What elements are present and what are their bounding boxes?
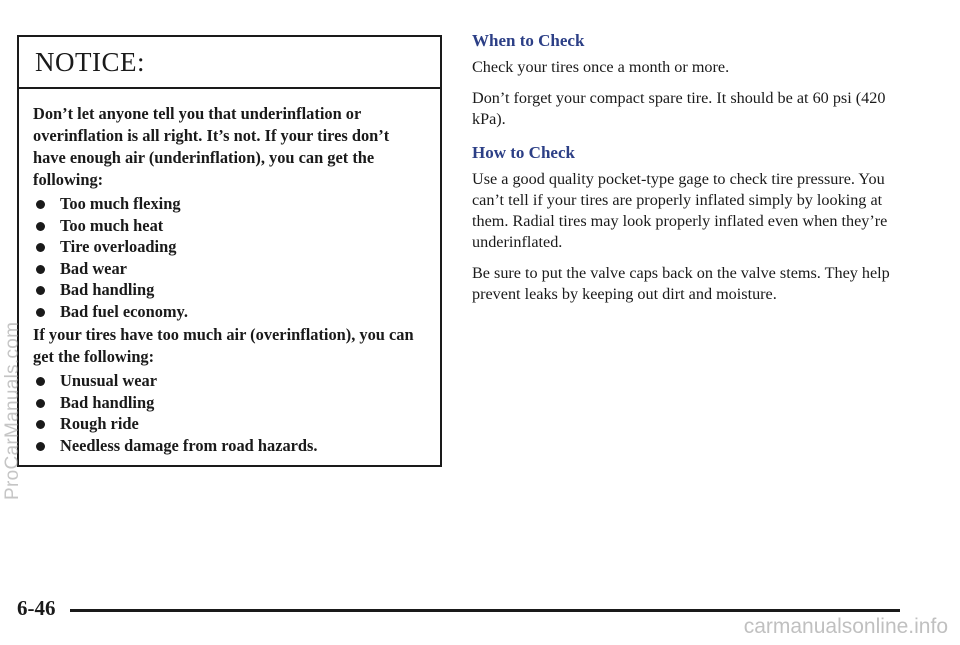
side-watermark: ProCarManuals.com (2, 321, 23, 500)
overinflation-list (33, 370, 426, 456)
how-to-check-para-1: Use a good quality pocket-type gage to check tire pressure. You can’t tell if your tires are properly inflated simply by looking at them. Radial tires may look properly inflated even when they’re underinflated. (472, 170, 888, 251)
page-number: 6-46 (17, 596, 56, 620)
list-item: Rough ride (33, 413, 426, 435)
underinflation-list (33, 193, 426, 322)
list-item: Bad fuel economy. (33, 301, 426, 323)
bullet-icon (36, 377, 45, 386)
list-item: Too much heat (33, 215, 426, 237)
list-item: Unusual wear (33, 370, 426, 392)
bottom-watermark: carmanualsonline.info (743, 615, 948, 638)
how-to-check-para-2: Be sure to put the valve caps back on the valve stems. They help prevent leaks by keeping out dirt and moisture. (472, 264, 890, 303)
how-to-check-heading: How to Check (472, 143, 575, 162)
notice-body (19, 89, 440, 456)
footer-divider (70, 609, 900, 612)
notice-intro: Don’t let anyone tell you that underinflation or overinflation is all right. It’s not. If your tires don’t have enough air (underinflation), you can get the following: (33, 104, 390, 189)
when-to-check-para-2: Don’t forget your compact spare tire. It should be at 60 psi (420 kPa). (472, 89, 886, 128)
bullet-icon (36, 222, 45, 231)
list-item: Tire overloading (33, 236, 426, 258)
list-item: Bad handling (33, 279, 426, 301)
bullet-icon (36, 200, 45, 209)
list-item: Bad handling (33, 392, 426, 414)
bullet-icon (36, 399, 45, 408)
list-item: Needless damage from road hazards. (33, 435, 426, 457)
bullet-icon (36, 442, 45, 451)
when-to-check-para-1: Check your tires once a month or more. (472, 58, 730, 76)
bullet-icon (36, 308, 45, 317)
list-item: Too much flexing (33, 193, 426, 215)
right-column (472, 30, 912, 315)
bullet-icon (36, 243, 45, 252)
overinflation-intro: If your tires have too much air (overinflation), you can get the following: (33, 325, 414, 366)
when-to-check-heading: When to Check (472, 31, 585, 50)
bullet-icon (36, 420, 45, 429)
notice-title: NOTICE: (35, 46, 145, 77)
list-item: Bad wear (33, 258, 426, 280)
notice-header (19, 37, 440, 89)
bullet-icon (36, 286, 45, 295)
notice-box (17, 35, 442, 467)
bullet-icon (36, 265, 45, 274)
